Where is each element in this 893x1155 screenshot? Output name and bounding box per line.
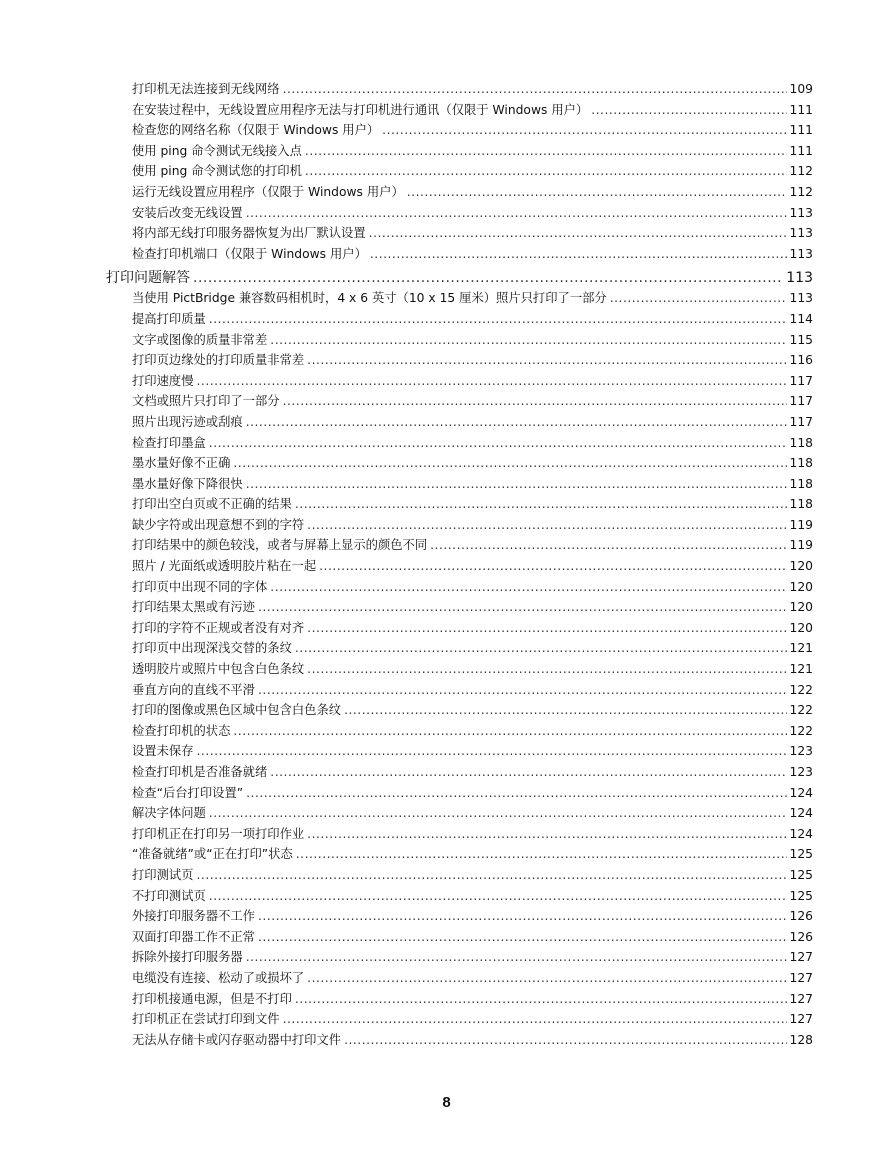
toc-entry-page: 119: [789, 538, 813, 553]
toc-leader-dots: [270, 580, 786, 594]
toc-entry[interactable]: [0, 700, 893, 721]
toc-entry-page: 128: [789, 1032, 813, 1047]
toc-entry-page: 112: [789, 184, 813, 199]
toc-entry-title: 打印速度慢: [132, 373, 194, 388]
toc-entry-title: 安装后改变无线设置: [132, 205, 243, 220]
toc-section-page: 113: [786, 270, 813, 287]
toc-entry[interactable]: [0, 494, 893, 515]
toc-entry-page: 124: [789, 806, 813, 821]
toc-entry[interactable]: [0, 391, 893, 412]
toc-entry[interactable]: [0, 638, 893, 659]
toc-entry-page: 123: [789, 744, 813, 759]
toc-entry-title: 打印机接通电源，但是不打印: [132, 991, 292, 1006]
toc-entry[interactable]: [0, 1009, 893, 1030]
toc-leader-dots: [382, 123, 786, 137]
toc-leader-dots: [193, 270, 783, 286]
toc-entry[interactable]: [0, 659, 893, 680]
toc-entry[interactable]: [0, 309, 893, 330]
toc-leader-dots: [344, 703, 786, 717]
toc-leader-dots: [295, 641, 787, 655]
toc-entry-title: 检查“后台打印设置”: [132, 785, 244, 800]
toc-leader-dots: [430, 538, 786, 552]
toc-entry-title: 照片 / 光面纸或透明胶片粘在一起: [132, 559, 317, 574]
toc-entry-title: 打印出空白页或不正确的结果: [132, 497, 292, 512]
toc-entry-title: 外接打印服务器不工作: [132, 909, 255, 924]
toc-entry-page: 112: [789, 164, 813, 179]
table-of-contents: [0, 79, 893, 1050]
toc-leader-dots: [246, 206, 787, 220]
toc-entry-page: 117: [789, 394, 813, 409]
toc-entry-title: “准备就绪”或“正在打印”状态: [132, 847, 293, 862]
toc-entry-title: 打印页中出现深浅交替的条纹: [132, 641, 292, 656]
toc-leader-dots: [283, 1012, 787, 1026]
toc-leader-dots: [209, 436, 787, 450]
toc-leader-dots: [610, 291, 787, 305]
toc-entry-page: 117: [789, 373, 813, 388]
toc-entry-title: 在安装过程中，无线设置应用程序无法与打印机进行通讯（仅限于 Windows 用户）: [132, 102, 589, 117]
toc-entry-title: 照片出现污迹或刮痕: [132, 414, 243, 429]
toc-entry-page: 122: [789, 703, 813, 718]
toc-entry[interactable]: [0, 1030, 893, 1051]
toc-entry-title: 垂直方向的直线不平滑: [132, 682, 255, 697]
toc-leader-dots: [246, 786, 786, 800]
toc-entry-page: 125: [789, 888, 813, 903]
toc-entry[interactable]: [0, 433, 893, 454]
toc-entry[interactable]: [0, 927, 893, 948]
toc-entry-title: 打印结果中的颜色较浅，或者与屏幕上显示的颜色不同: [132, 538, 428, 553]
toc-entry[interactable]: [0, 244, 893, 265]
toc-entry-title: 不打印测试页: [132, 888, 206, 903]
toc-entry[interactable]: [0, 203, 893, 224]
toc-entry-title: 打印页中出现不同的字体: [132, 579, 268, 594]
toc-entry[interactable]: [0, 824, 893, 845]
toc-entry-page: 114: [789, 311, 813, 326]
toc-entry[interactable]: [0, 947, 893, 968]
toc-entry-page: 115: [789, 332, 813, 347]
toc-entry-title: 检查打印墨盒: [132, 435, 206, 450]
toc-entry-page: 125: [789, 867, 813, 882]
toc-entry-title: 文字或图像的质量非常差: [132, 332, 268, 347]
toc-entry-title: 将内部无线打印服务器恢复为出厂默认设置: [132, 226, 366, 241]
toc-leader-dots: [258, 930, 787, 944]
toc-leader-dots: [591, 103, 786, 117]
toc-entry[interactable]: [0, 412, 893, 433]
toc-entry-page: 126: [789, 909, 813, 924]
toc-entry-title: 使用 ping 命令测试无线接入点: [132, 143, 302, 158]
toc-entry-title: 透明胶片或照片中包含白色条纹: [132, 662, 305, 677]
toc-entry-page: 127: [789, 970, 813, 985]
toc-entry-title: 使用 ping 命令测试您的打印机: [132, 164, 302, 179]
toc-leader-dots: [369, 226, 787, 240]
toc-entry-title: 检查打印机是否准备就绪: [132, 765, 268, 779]
toc-entry-title: 检查您的网络名称（仅限于 Windows 用户）: [132, 123, 380, 138]
toc-leader-dots: [209, 312, 787, 326]
toc-entry-title: 解决字体问题: [132, 806, 206, 821]
toc-entry-title: 打印页边缘处的打印质量非常差: [132, 353, 305, 368]
toc-entry[interactable]: [0, 844, 893, 865]
toc-entry-page: 120: [789, 559, 813, 574]
toc-entry-page: 113: [789, 226, 813, 241]
toc-entry-page: 116: [789, 353, 813, 368]
toc-entry[interactable]: [0, 515, 893, 536]
toc-entry-title: 拆除外接打印服务器: [132, 950, 243, 965]
toc-leader-dots: [258, 600, 787, 614]
toc-leader-dots: [246, 477, 787, 491]
toc-leader-dots: [307, 621, 786, 635]
toc-entry-page: 126: [789, 929, 813, 944]
toc-entry-title: 提高打印质量: [132, 311, 206, 326]
toc-entry-page: 113: [789, 205, 813, 220]
toc-entry-page: 111: [789, 102, 813, 117]
page-number: 8: [442, 1094, 451, 1111]
toc-entry[interactable]: [0, 762, 893, 783]
toc-leader-dots: [270, 765, 786, 779]
toc-entry-page: 111: [789, 143, 813, 158]
toc-section-title: 打印问题解答: [106, 270, 190, 287]
toc-entry-page: 118: [789, 497, 813, 512]
toc-entry-title: 打印的字符不正规或者没有对齐: [132, 620, 305, 635]
toc-entry-title: 墨水量好像不正确: [132, 456, 231, 471]
toc-leader-dots: [344, 1033, 786, 1047]
toc-entry-title: 电缆没有连接、松动了或损坏了: [132, 970, 305, 985]
toc-leader-dots: [305, 144, 787, 158]
toc-entry[interactable]: [0, 535, 893, 556]
toc-entry-title: 文档或照片只打印了一部分: [132, 394, 280, 409]
toc-entry-page: 111: [789, 123, 813, 138]
toc-entry[interactable]: [0, 288, 893, 309]
toc-leader-dots: [246, 950, 787, 964]
toc-leader-dots: [296, 847, 787, 861]
toc-entry-page: 127: [789, 1012, 813, 1027]
toc-entry-page: 123: [789, 765, 813, 779]
toc-section-heading[interactable]: [0, 264, 893, 288]
toc-entry-page: 120: [789, 600, 813, 615]
toc-entry-page: 113: [789, 291, 813, 306]
toc-entry[interactable]: [0, 453, 893, 474]
toc-entry-title: 检查打印机的状态: [132, 723, 231, 738]
toc-entry[interactable]: [0, 223, 893, 244]
toc-entry[interactable]: [0, 721, 893, 742]
toc-entry[interactable]: [0, 120, 893, 141]
toc-entry[interactable]: [0, 989, 893, 1010]
toc-entry[interactable]: [0, 783, 893, 804]
toc-leader-dots: [233, 724, 786, 738]
toc-entry-title: 缺少字符或出现意想不到的字符: [132, 517, 305, 532]
toc-leader-dots: [270, 333, 786, 347]
toc-leader-dots: [197, 744, 787, 758]
toc-entry-page: 122: [789, 682, 813, 697]
toc-entry[interactable]: [0, 350, 893, 371]
toc-leader-dots: [246, 415, 787, 429]
toc-leader-dots: [283, 82, 787, 96]
toc-group-printing: [0, 288, 893, 1050]
toc-leader-dots: [307, 971, 786, 985]
toc-leader-dots: [307, 353, 786, 367]
toc-entry[interactable]: [0, 741, 893, 762]
toc-entry-title: 打印测试页: [132, 867, 194, 882]
toc-entry[interactable]: [0, 968, 893, 989]
toc-entry-page: 121: [789, 641, 813, 656]
toc-leader-dots: [307, 827, 786, 841]
toc-entry[interactable]: [0, 865, 893, 886]
toc-entry-title: 墨水量好像下降很快: [132, 476, 243, 491]
toc-leader-dots: [258, 909, 787, 923]
toc-entry-page: 119: [789, 517, 813, 532]
toc-entry[interactable]: [0, 906, 893, 927]
toc-entry[interactable]: [0, 680, 893, 701]
toc-entry-page: 118: [789, 476, 813, 491]
toc-entry-page: 127: [789, 991, 813, 1006]
toc-entry-title: 检查打印机端口（仅限于 Windows 用户）: [132, 246, 367, 261]
toc-leader-dots: [209, 889, 787, 903]
toc-entry[interactable]: [0, 474, 893, 495]
toc-entry-page: 117: [789, 414, 813, 429]
toc-group-wireless: [0, 79, 893, 264]
toc-entry-page: 120: [789, 579, 813, 594]
toc-leader-dots: [407, 185, 787, 199]
toc-entry-title: 设置未保存: [132, 744, 194, 759]
toc-entry-page: 122: [789, 723, 813, 738]
toc-entry-title: 打印机正在尝试打印到文件: [132, 1012, 280, 1027]
toc-entry[interactable]: [0, 886, 893, 907]
toc-leader-dots: [305, 164, 787, 178]
toc-entry-page: 124: [789, 785, 813, 800]
toc-entry[interactable]: [0, 182, 893, 203]
toc-leader-dots: [319, 559, 786, 573]
toc-entry-title: 打印机无法连接到无线网络: [132, 82, 280, 96]
toc-entry-title: 打印的图像或黑色区域中包含白色条纹: [132, 703, 342, 718]
toc-leader-dots: [307, 518, 786, 532]
toc-entry-title: 运行无线设置应用程序（仅限于 Windows 用户）: [132, 184, 404, 199]
toc-entry-page: 118: [789, 435, 813, 450]
toc-entry-page: 118: [789, 456, 813, 471]
toc-leader-dots: [283, 394, 787, 408]
toc-entry[interactable]: [0, 100, 893, 121]
toc-entry[interactable]: [0, 556, 893, 577]
toc-leader-dots: [233, 456, 786, 470]
toc-leader-dots: [209, 806, 787, 820]
toc-leader-dots: [197, 374, 787, 388]
toc-entry[interactable]: [0, 803, 893, 824]
toc-entry[interactable]: [0, 371, 893, 392]
toc-entry-title: 双面打印器工作不正常: [132, 929, 255, 944]
toc-entry[interactable]: [0, 141, 893, 162]
toc-entry-page: 127: [789, 950, 813, 965]
toc-entry-page: 125: [789, 847, 813, 862]
toc-leader-dots: [295, 497, 787, 511]
toc-entry-page: 113: [789, 246, 813, 261]
toc-entry-title: 打印机正在打印另一项打印作业: [132, 826, 305, 841]
toc-leader-dots: [295, 992, 787, 1006]
toc-leader-dots: [197, 868, 787, 882]
toc-leader-dots: [258, 683, 787, 697]
toc-leader-dots: [307, 662, 786, 676]
toc-entry-title: 当使用 PictBridge 兼容数码相机时，4 x 6 英寸（10 x 15 厘米）照片只打印了一部分: [132, 291, 607, 306]
toc-entry[interactable]: [0, 577, 893, 598]
toc-entry[interactable]: [0, 618, 893, 639]
toc-entry-title: 打印结果太黑或有污迹: [132, 600, 255, 615]
toc-entry-page: 120: [789, 620, 813, 635]
toc-leader-dots: [370, 247, 787, 261]
toc-entry[interactable]: [0, 330, 893, 351]
toc-entry-title: 无法从存储卡或闪存驱动器中打印文件: [132, 1032, 342, 1047]
toc-entry-page: 121: [789, 662, 813, 677]
toc-entry[interactable]: [0, 161, 893, 182]
toc-entry-page: 124: [789, 826, 813, 841]
toc-entry-page: 109: [789, 82, 813, 96]
toc-entry[interactable]: [0, 79, 893, 100]
toc-entry[interactable]: [0, 597, 893, 618]
